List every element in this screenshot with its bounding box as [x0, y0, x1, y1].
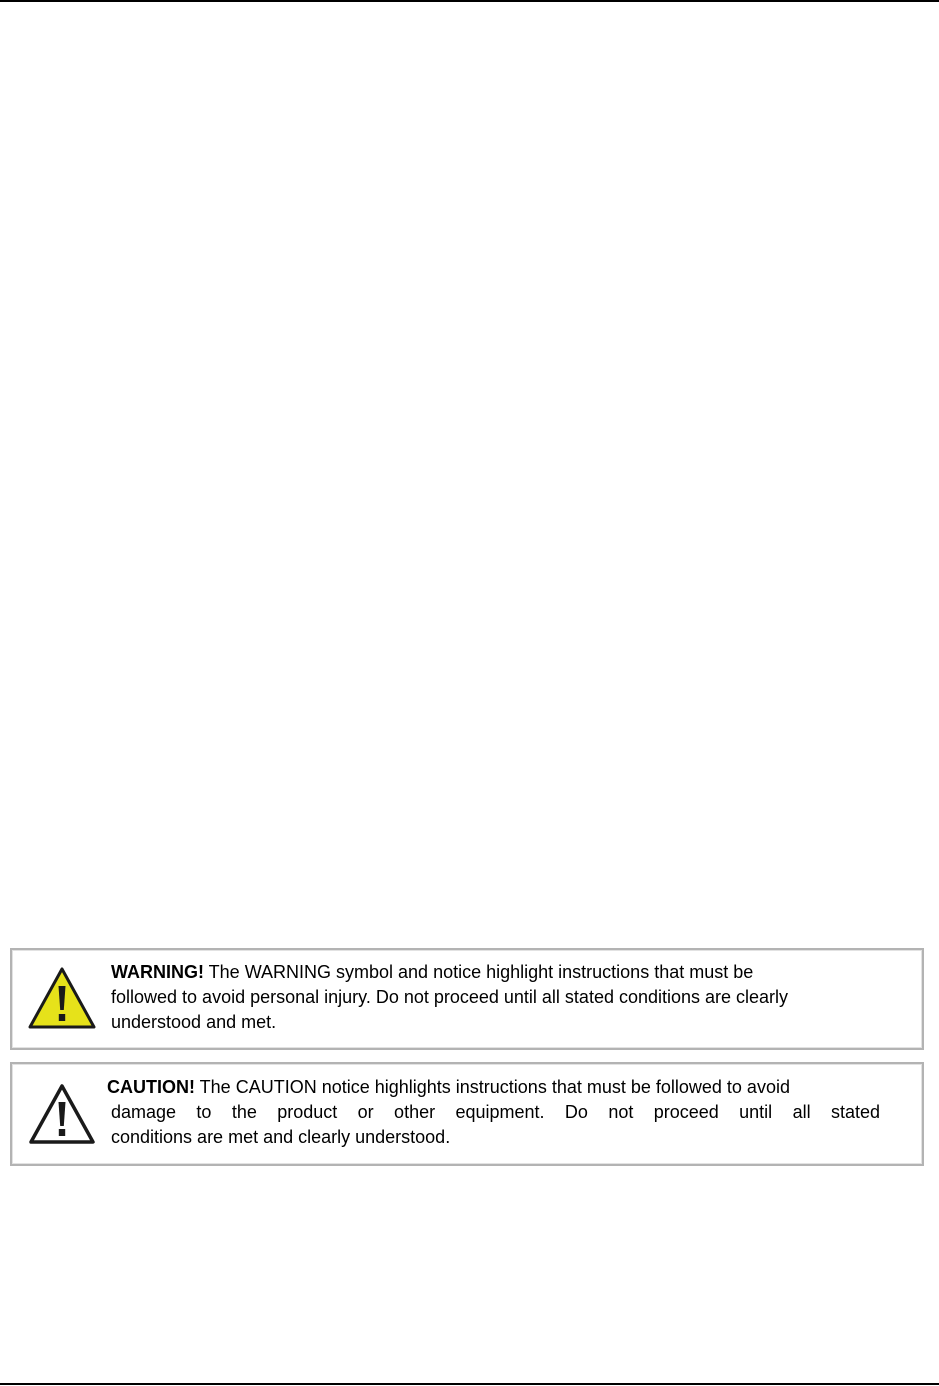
- warning-text: [111, 960, 901, 1035]
- warning-line-1: [111, 960, 901, 985]
- header-rule: [0, 0, 939, 2]
- caution-line-1-text: The CAUTION notice highlights instructions that must be followed to avoid: [195, 1077, 790, 1097]
- warning-line-1-text: The WARNING symbol and notice highlight instructions that must be: [204, 962, 754, 982]
- warning-notice: [10, 948, 924, 1050]
- caution-text: [107, 1075, 880, 1150]
- warning-triangle-icon: [27, 966, 97, 1030]
- caution-line-1: [107, 1075, 880, 1100]
- footer-rule: [0, 1383, 939, 1385]
- warning-lead: WARNING!: [111, 962, 204, 982]
- caution-line-2: damage to the product or other equipment. Do not proceed until all stated: [111, 1102, 880, 1122]
- caution-triangle-icon: [27, 1082, 97, 1146]
- warning-line-2: followed to avoid personal injury. Do not proceed until all stated conditions are clearly: [111, 987, 789, 1007]
- caution-notice: [10, 1062, 924, 1166]
- caution-line-3: conditions are met and clearly understood.: [111, 1127, 451, 1147]
- warning-line-3: understood and met.: [111, 1012, 277, 1032]
- caution-lead: CAUTION!: [107, 1077, 195, 1097]
